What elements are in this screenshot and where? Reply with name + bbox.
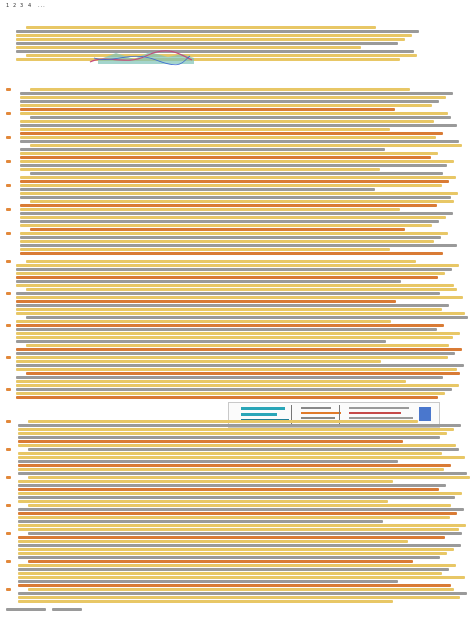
text-line bbox=[26, 26, 376, 29]
text-line bbox=[28, 420, 418, 423]
text-line bbox=[18, 580, 398, 583]
text-line bbox=[26, 344, 449, 347]
text-line bbox=[16, 38, 405, 41]
text-line bbox=[16, 312, 465, 315]
text-line bbox=[18, 464, 451, 467]
text-line bbox=[18, 496, 455, 499]
text-line bbox=[18, 472, 467, 475]
bullet-marker bbox=[6, 560, 11, 563]
text-line bbox=[16, 332, 460, 335]
text-line bbox=[16, 396, 438, 399]
text-line bbox=[18, 452, 442, 455]
text-line bbox=[20, 204, 437, 207]
text-line bbox=[18, 600, 393, 603]
text-line bbox=[16, 348, 462, 351]
text-line bbox=[18, 492, 462, 495]
text-line bbox=[20, 92, 453, 95]
text-line bbox=[16, 328, 437, 331]
toolbar-more[interactable]: ... bbox=[38, 3, 46, 9]
text-line bbox=[18, 524, 466, 527]
text-line bbox=[16, 324, 444, 327]
text-line bbox=[20, 184, 442, 187]
text-line bbox=[20, 196, 451, 199]
text-line bbox=[20, 208, 400, 211]
text-line bbox=[30, 228, 405, 231]
bullet-marker bbox=[6, 232, 11, 235]
text-line bbox=[28, 588, 454, 591]
bullet-marker bbox=[6, 504, 11, 507]
text-line bbox=[18, 488, 439, 491]
figure-2-line-5 bbox=[349, 412, 401, 414]
figure-2-line-4 bbox=[349, 407, 409, 409]
text-line bbox=[18, 596, 460, 599]
text-line bbox=[30, 200, 454, 203]
text-line bbox=[18, 484, 446, 487]
text-line bbox=[26, 316, 468, 319]
text-line bbox=[18, 460, 398, 463]
text-line bbox=[20, 128, 390, 131]
bullet-marker bbox=[6, 260, 11, 263]
text-line bbox=[18, 424, 461, 427]
footer-line-1 bbox=[6, 608, 46, 611]
text-line bbox=[20, 100, 439, 103]
bullet-marker bbox=[6, 208, 11, 211]
text-line bbox=[20, 96, 446, 99]
text-line bbox=[18, 456, 465, 459]
text-line bbox=[16, 388, 452, 391]
text-line bbox=[16, 276, 438, 279]
text-line bbox=[30, 144, 462, 147]
text-line bbox=[18, 576, 465, 579]
body-block-1 bbox=[6, 88, 472, 258]
figure-2-bar-1 bbox=[241, 407, 285, 410]
body-block-2 bbox=[6, 260, 472, 400]
figure-1 bbox=[86, 44, 196, 66]
text-line bbox=[18, 536, 445, 539]
text-line bbox=[20, 224, 432, 227]
text-line bbox=[16, 368, 457, 371]
text-line bbox=[20, 112, 448, 115]
text-line bbox=[16, 392, 445, 395]
text-line bbox=[20, 120, 434, 123]
bullet-marker bbox=[6, 324, 11, 327]
text-line bbox=[16, 50, 414, 53]
figure-2-line-1 bbox=[301, 407, 331, 409]
text-line bbox=[18, 528, 459, 531]
figure-2-line-2 bbox=[301, 412, 341, 414]
text-line bbox=[20, 152, 438, 155]
text-line bbox=[20, 180, 449, 183]
figure-2-block-blue bbox=[419, 407, 431, 421]
bullet-marker bbox=[6, 420, 11, 423]
text-line bbox=[18, 444, 456, 447]
text-line bbox=[16, 284, 454, 287]
text-line bbox=[18, 548, 454, 551]
toolbar-item-1[interactable]: 1 bbox=[6, 3, 11, 9]
text-line bbox=[16, 336, 453, 339]
figure-2-bar-2 bbox=[241, 413, 277, 416]
text-line bbox=[18, 556, 440, 559]
toolbar-item-3[interactable]: 3 bbox=[20, 3, 25, 9]
toolbar bbox=[0, 0, 474, 14]
text-line bbox=[16, 340, 386, 343]
toolbar-item-4[interactable]: 4 bbox=[28, 3, 33, 9]
text-line bbox=[16, 268, 452, 271]
text-line bbox=[18, 468, 444, 471]
text-line bbox=[20, 188, 375, 191]
text-line bbox=[20, 160, 454, 163]
text-line bbox=[16, 296, 463, 299]
text-line bbox=[20, 148, 385, 151]
text-line bbox=[20, 192, 458, 195]
text-line bbox=[26, 54, 417, 57]
text-line bbox=[16, 42, 398, 45]
text-line bbox=[26, 372, 460, 375]
text-line bbox=[26, 288, 457, 291]
text-line bbox=[20, 164, 447, 167]
text-line bbox=[20, 212, 453, 215]
text-line bbox=[18, 584, 451, 587]
text-line bbox=[28, 504, 451, 507]
text-line bbox=[18, 480, 393, 483]
bullet-marker bbox=[6, 136, 11, 139]
text-line bbox=[18, 436, 440, 439]
text-line bbox=[18, 544, 461, 547]
text-line bbox=[26, 260, 416, 263]
bullet-marker bbox=[6, 588, 11, 591]
text-line bbox=[20, 248, 390, 251]
text-line bbox=[20, 124, 457, 127]
bullet-marker bbox=[6, 356, 11, 359]
text-line bbox=[16, 352, 455, 355]
figure-2-line-3 bbox=[301, 417, 335, 419]
text-line bbox=[28, 448, 459, 451]
text-line bbox=[18, 540, 408, 543]
text-line bbox=[16, 380, 406, 383]
text-line bbox=[20, 132, 443, 135]
text-line bbox=[28, 476, 470, 479]
text-line bbox=[30, 172, 443, 175]
text-line bbox=[16, 376, 443, 379]
text-line bbox=[20, 240, 434, 243]
text-line bbox=[20, 104, 432, 107]
text-line bbox=[16, 272, 445, 275]
text-line bbox=[16, 356, 448, 359]
text-line bbox=[18, 428, 454, 431]
text-line bbox=[16, 30, 419, 33]
text-line bbox=[20, 216, 446, 219]
bullet-marker bbox=[6, 388, 11, 391]
text-line bbox=[18, 568, 449, 571]
footer-line-2 bbox=[52, 608, 82, 611]
text-line bbox=[20, 232, 448, 235]
text-line bbox=[16, 320, 391, 323]
text-line bbox=[16, 304, 449, 307]
figure-2-line-6 bbox=[349, 417, 413, 419]
text-line bbox=[18, 572, 442, 575]
text-line bbox=[20, 220, 439, 223]
figure-1-graphic bbox=[86, 44, 196, 66]
text-line bbox=[16, 58, 400, 61]
text-line bbox=[20, 108, 395, 111]
text-line bbox=[18, 552, 447, 555]
text-line bbox=[16, 300, 396, 303]
toolbar-item-2[interactable]: 2 bbox=[13, 3, 18, 9]
text-line bbox=[16, 308, 442, 311]
body-block-3 bbox=[6, 420, 472, 606]
text-line bbox=[18, 440, 403, 443]
text-line bbox=[20, 176, 456, 179]
text-line bbox=[20, 136, 436, 139]
header-text-block bbox=[6, 26, 472, 62]
text-line bbox=[16, 264, 459, 267]
text-line bbox=[16, 364, 464, 367]
bullet-marker bbox=[6, 532, 11, 535]
text-line bbox=[16, 360, 381, 363]
text-line bbox=[18, 520, 383, 523]
text-line bbox=[28, 532, 462, 535]
text-line bbox=[20, 244, 457, 247]
text-line bbox=[20, 156, 431, 159]
text-line bbox=[18, 500, 388, 503]
text-line bbox=[16, 34, 412, 37]
text-line bbox=[18, 508, 464, 511]
text-line bbox=[16, 292, 440, 295]
footer-marks bbox=[6, 608, 126, 614]
text-line bbox=[16, 384, 459, 387]
text-line bbox=[18, 564, 456, 567]
text-line bbox=[16, 280, 401, 283]
text-line bbox=[20, 168, 380, 171]
bullet-marker bbox=[6, 160, 11, 163]
text-line bbox=[28, 560, 413, 563]
text-line bbox=[18, 512, 457, 515]
text-line bbox=[18, 516, 450, 519]
text-line bbox=[30, 88, 410, 91]
bullet-marker bbox=[6, 88, 11, 91]
text-line bbox=[20, 252, 443, 255]
text-line bbox=[20, 236, 441, 239]
bullet-marker bbox=[6, 448, 11, 451]
bullet-marker bbox=[6, 184, 11, 187]
bullet-marker bbox=[6, 112, 11, 115]
text-line bbox=[30, 116, 451, 119]
text-line bbox=[18, 592, 467, 595]
bullet-marker bbox=[6, 476, 11, 479]
text-line bbox=[20, 140, 459, 143]
bullet-marker bbox=[6, 292, 11, 295]
text-line bbox=[18, 432, 447, 435]
